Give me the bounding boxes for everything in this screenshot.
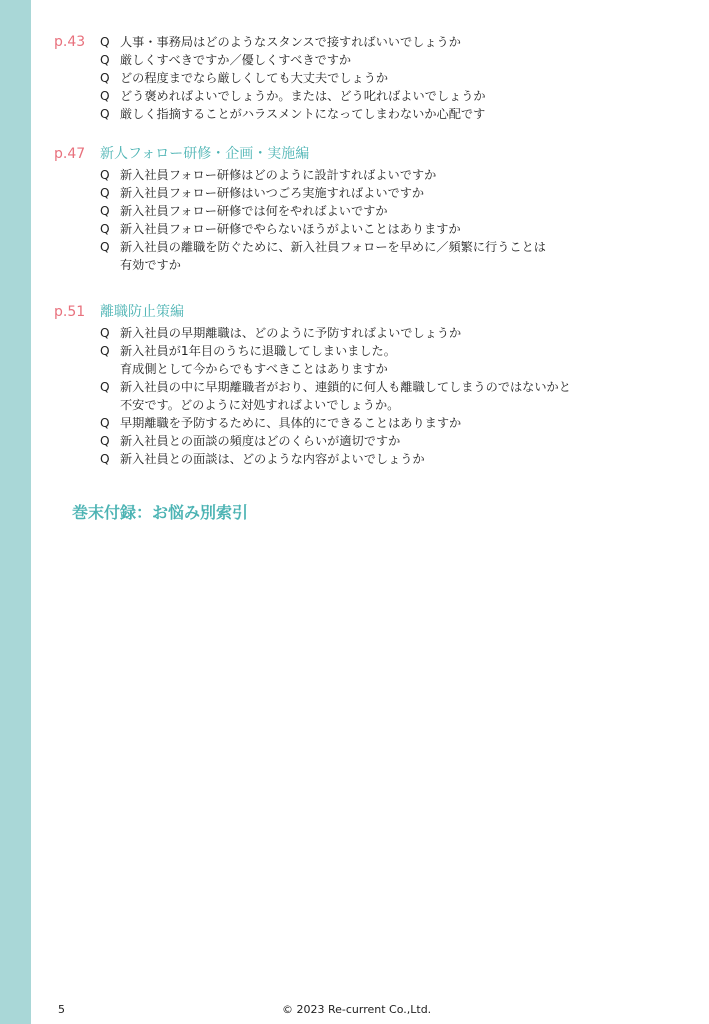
section-title: 離職防止策編 bbox=[100, 304, 184, 320]
question-text: 新入社員フォロー研修はいつごろ実施すればよいですか bbox=[120, 186, 425, 200]
q-mark: Q bbox=[100, 344, 110, 358]
question-item bbox=[100, 69, 486, 87]
question-text: 新入社員フォロー研修でやらないほうがよいことはありますか bbox=[120, 222, 461, 236]
question-text: 新入社員との面談の頻度はどのくらいが適切ですか bbox=[120, 434, 401, 448]
section-p51 bbox=[54, 303, 694, 468]
question-text: 人事・事務局はどのようなスタンスで接すればいいでしょうか bbox=[120, 35, 461, 49]
question-text: 新入社員との面談は、どのような内容がよいでしょうか bbox=[120, 452, 425, 466]
side-band bbox=[0, 0, 31, 1024]
page-number: 5 bbox=[58, 1003, 65, 1016]
q-mark: Q bbox=[100, 416, 110, 430]
copyright: © 2023 Re-current Co.,Ltd. bbox=[282, 1003, 432, 1016]
question-text: 新入社員の離職を防ぐために、新入社員フォローを早めに／頻繁に行うことは 有効ですか bbox=[120, 240, 546, 272]
question-text: 厳しく指摘することがハラスメントになってしまわないか心配です bbox=[120, 107, 486, 121]
question-item bbox=[100, 324, 694, 342]
q-mark: Q bbox=[100, 452, 110, 466]
question-text: どの程度までなら厳しくしても大丈夫でしょうか bbox=[120, 71, 389, 85]
q-mark: Q bbox=[100, 71, 110, 85]
question-text: 早期離職を予防するために、具体的にできることはありますか bbox=[120, 416, 462, 430]
question-item bbox=[100, 202, 694, 220]
section-title: 新人フォロー研修・企画・実施編 bbox=[100, 146, 310, 162]
page-ref: p.47 bbox=[54, 146, 86, 162]
question-text: 新入社員が1年目のうちに退職してしまいました。 育成側として今からでもすべきことはありますか bbox=[120, 344, 396, 376]
question-item bbox=[100, 432, 694, 450]
question-item bbox=[100, 342, 694, 378]
q-mark: Q bbox=[100, 380, 110, 394]
question-text: どう褒めればよいでしょうか。または、どう叱ればよいでしょうか bbox=[120, 89, 486, 103]
question-item bbox=[100, 105, 486, 123]
question-item bbox=[100, 414, 694, 432]
question-text: 新入社員フォロー研修はどのように設計すればよいですか bbox=[120, 168, 437, 182]
question-text: 新入社員の中に早期離職者がおり、連鎖的に何人も離職してしまうのではないかと 不安です。どのように対処すればよいでしょうか。 bbox=[120, 380, 571, 412]
question-item bbox=[100, 220, 694, 238]
question-item bbox=[100, 238, 694, 274]
q-mark: Q bbox=[100, 240, 110, 254]
question-item bbox=[100, 450, 694, 468]
q-mark: Q bbox=[100, 89, 110, 103]
q-mark: Q bbox=[100, 35, 110, 49]
question-item bbox=[100, 33, 486, 51]
section-p47 bbox=[54, 145, 694, 274]
question-list bbox=[100, 166, 694, 274]
question-text: 厳しくすべきですか／優しくすべきですか bbox=[120, 53, 352, 67]
q-mark: Q bbox=[100, 107, 110, 121]
page-ref: p.43 bbox=[54, 34, 86, 50]
question-text: 新入社員フォロー研修では何をやればよいですか bbox=[120, 204, 388, 218]
q-mark: Q bbox=[100, 186, 110, 200]
question-list bbox=[100, 324, 694, 468]
question-item bbox=[100, 378, 694, 414]
page-ref: p.51 bbox=[54, 304, 86, 320]
question-item bbox=[100, 87, 486, 105]
question-item bbox=[100, 184, 694, 202]
q-mark: Q bbox=[100, 53, 110, 67]
q-mark: Q bbox=[100, 222, 110, 236]
q-mark: Q bbox=[100, 326, 110, 340]
section-p43 bbox=[54, 33, 694, 123]
question-item bbox=[100, 166, 694, 184]
q-mark: Q bbox=[100, 204, 110, 218]
question-item bbox=[100, 51, 486, 69]
question-list bbox=[100, 33, 486, 123]
section-heading bbox=[54, 303, 694, 321]
q-mark: Q bbox=[100, 434, 110, 448]
q-mark: Q bbox=[100, 168, 110, 182]
section-heading bbox=[54, 145, 694, 163]
appendix-heading: 巻末付録：お悩み別索引 bbox=[72, 503, 249, 522]
question-text: 新入社員の早期離職は、どのように予防すればよいでしょうか bbox=[120, 326, 462, 340]
